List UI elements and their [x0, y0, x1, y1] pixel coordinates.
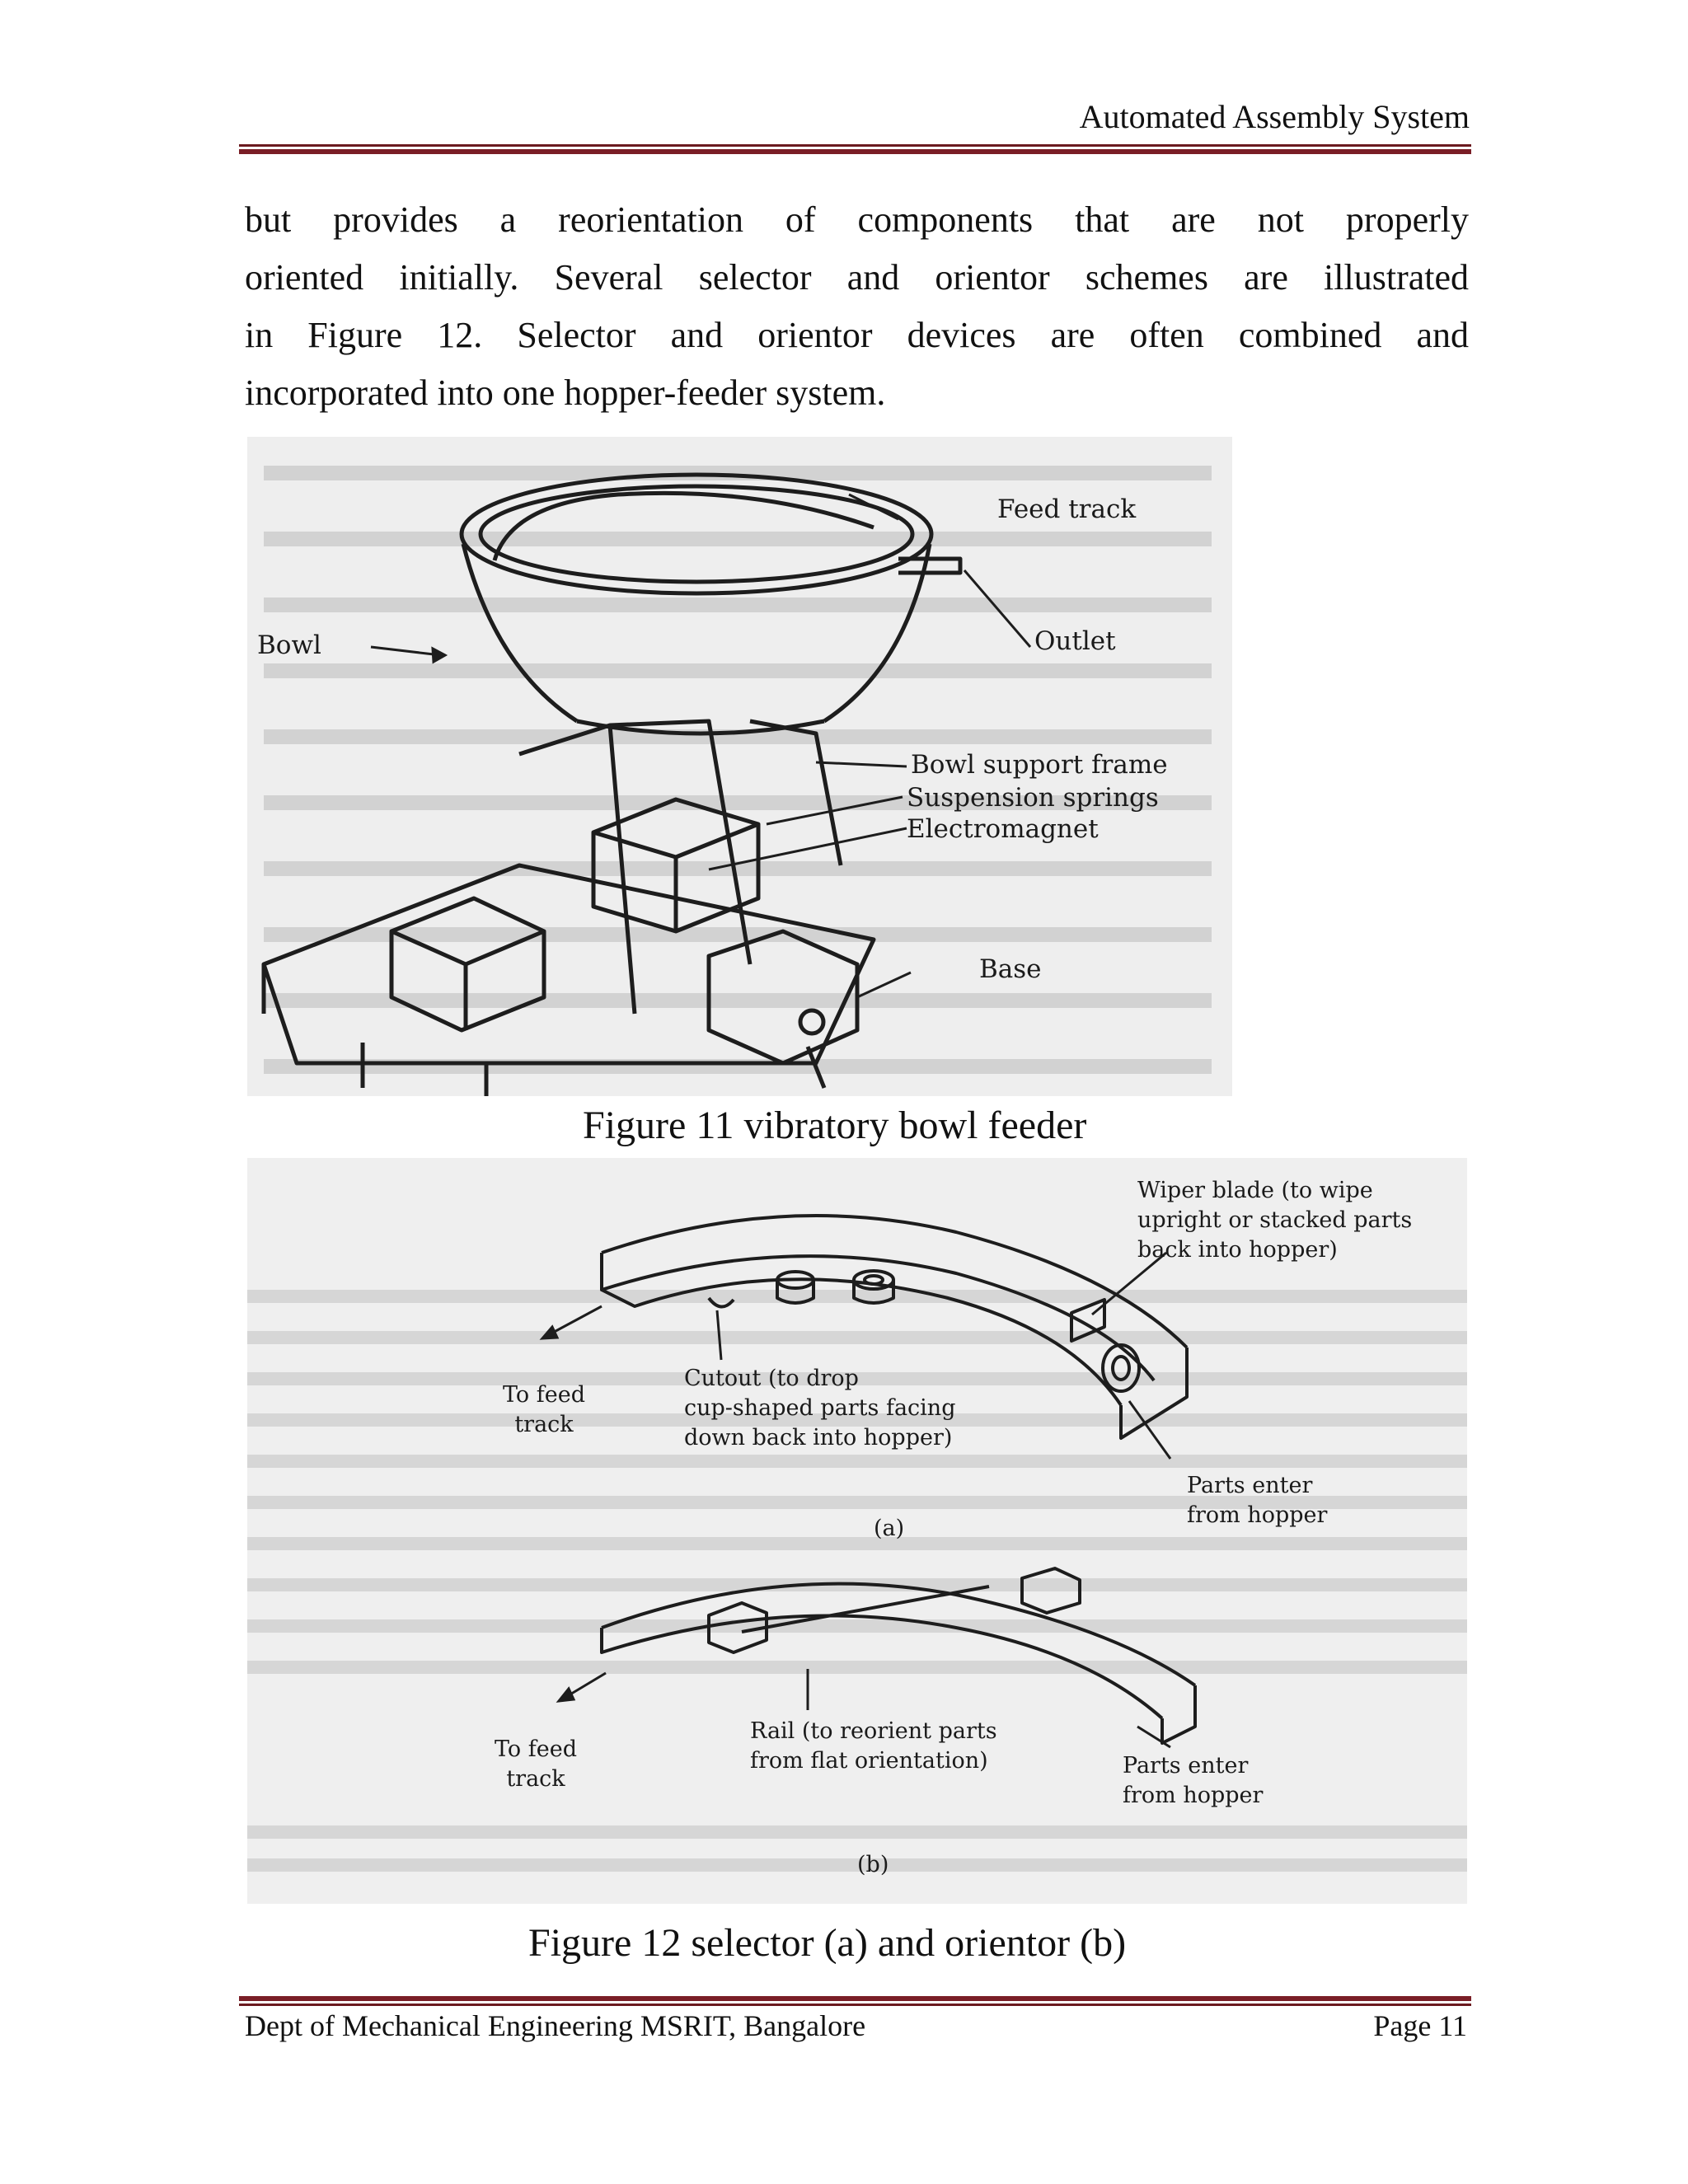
figure-11-image: [247, 437, 1232, 1096]
label-base: Base: [979, 954, 1042, 984]
header-rule-thick: [239, 149, 1471, 154]
footer-department: Dept of Mechanical Engineering MSRIT, Bangalore: [245, 2009, 866, 2042]
label-parts-enter-a: Parts enter from hopper: [1187, 1473, 1328, 1528]
body-paragraph: [245, 191, 1469, 422]
label-outlet: Outlet: [1034, 626, 1116, 656]
label-cutout: Cutout (to drop cup-shaped parts facing down back into hopper): [684, 1366, 956, 1451]
footer-rule-thick: [239, 1996, 1471, 2001]
label-electromagnet: Electromagnet: [907, 814, 1099, 844]
label-wiper-blade: Wiper blade (to wipe upright or stacked parts back into hopper): [1137, 1178, 1413, 1263]
label-tag-b: (b): [857, 1852, 889, 1877]
footer-rule-thin: [239, 2004, 1471, 2006]
selector-orientor-drawing: [247, 1158, 1467, 1904]
label-to-feed-track-b: To feed track: [495, 1736, 577, 1792]
label-feed-track: Feed track: [997, 494, 1137, 524]
label-to-feed-track-a: To feed track: [503, 1382, 585, 1437]
figure-12-image: [247, 1158, 1467, 1904]
figure-12-caption: Figure 12 selector (a) and orientor (b): [528, 1921, 1127, 1965]
label-suspension-springs: Suspension springs: [907, 783, 1159, 813]
page-number: Page 11: [1373, 2009, 1467, 2042]
body-line: incorporated into one hopper-feeder system.: [245, 373, 886, 413]
header-rule-thin: [239, 144, 1471, 147]
label-parts-enter-b: Parts enter from hopper: [1123, 1753, 1264, 1808]
body-line: but provides a reorientation of components that are not properly: [245, 199, 1469, 240]
figure-11-caption: Figure 11 vibratory bowl feeder: [583, 1104, 1087, 1147]
running-header: Automated Assembly System: [1079, 98, 1470, 135]
body-line: in Figure 12. Selector and orientor devices are often combined and: [245, 315, 1469, 355]
label-rail: Rail (to reorient parts from flat orientation): [750, 1718, 997, 1774]
label-bowl-support-frame: Bowl support frame: [911, 750, 1168, 780]
label-bowl: Bowl: [257, 630, 321, 660]
body-line: oriented initially. Several selector and orientor schemes are illustrated: [245, 257, 1469, 298]
label-tag-a: (a): [874, 1516, 905, 1541]
